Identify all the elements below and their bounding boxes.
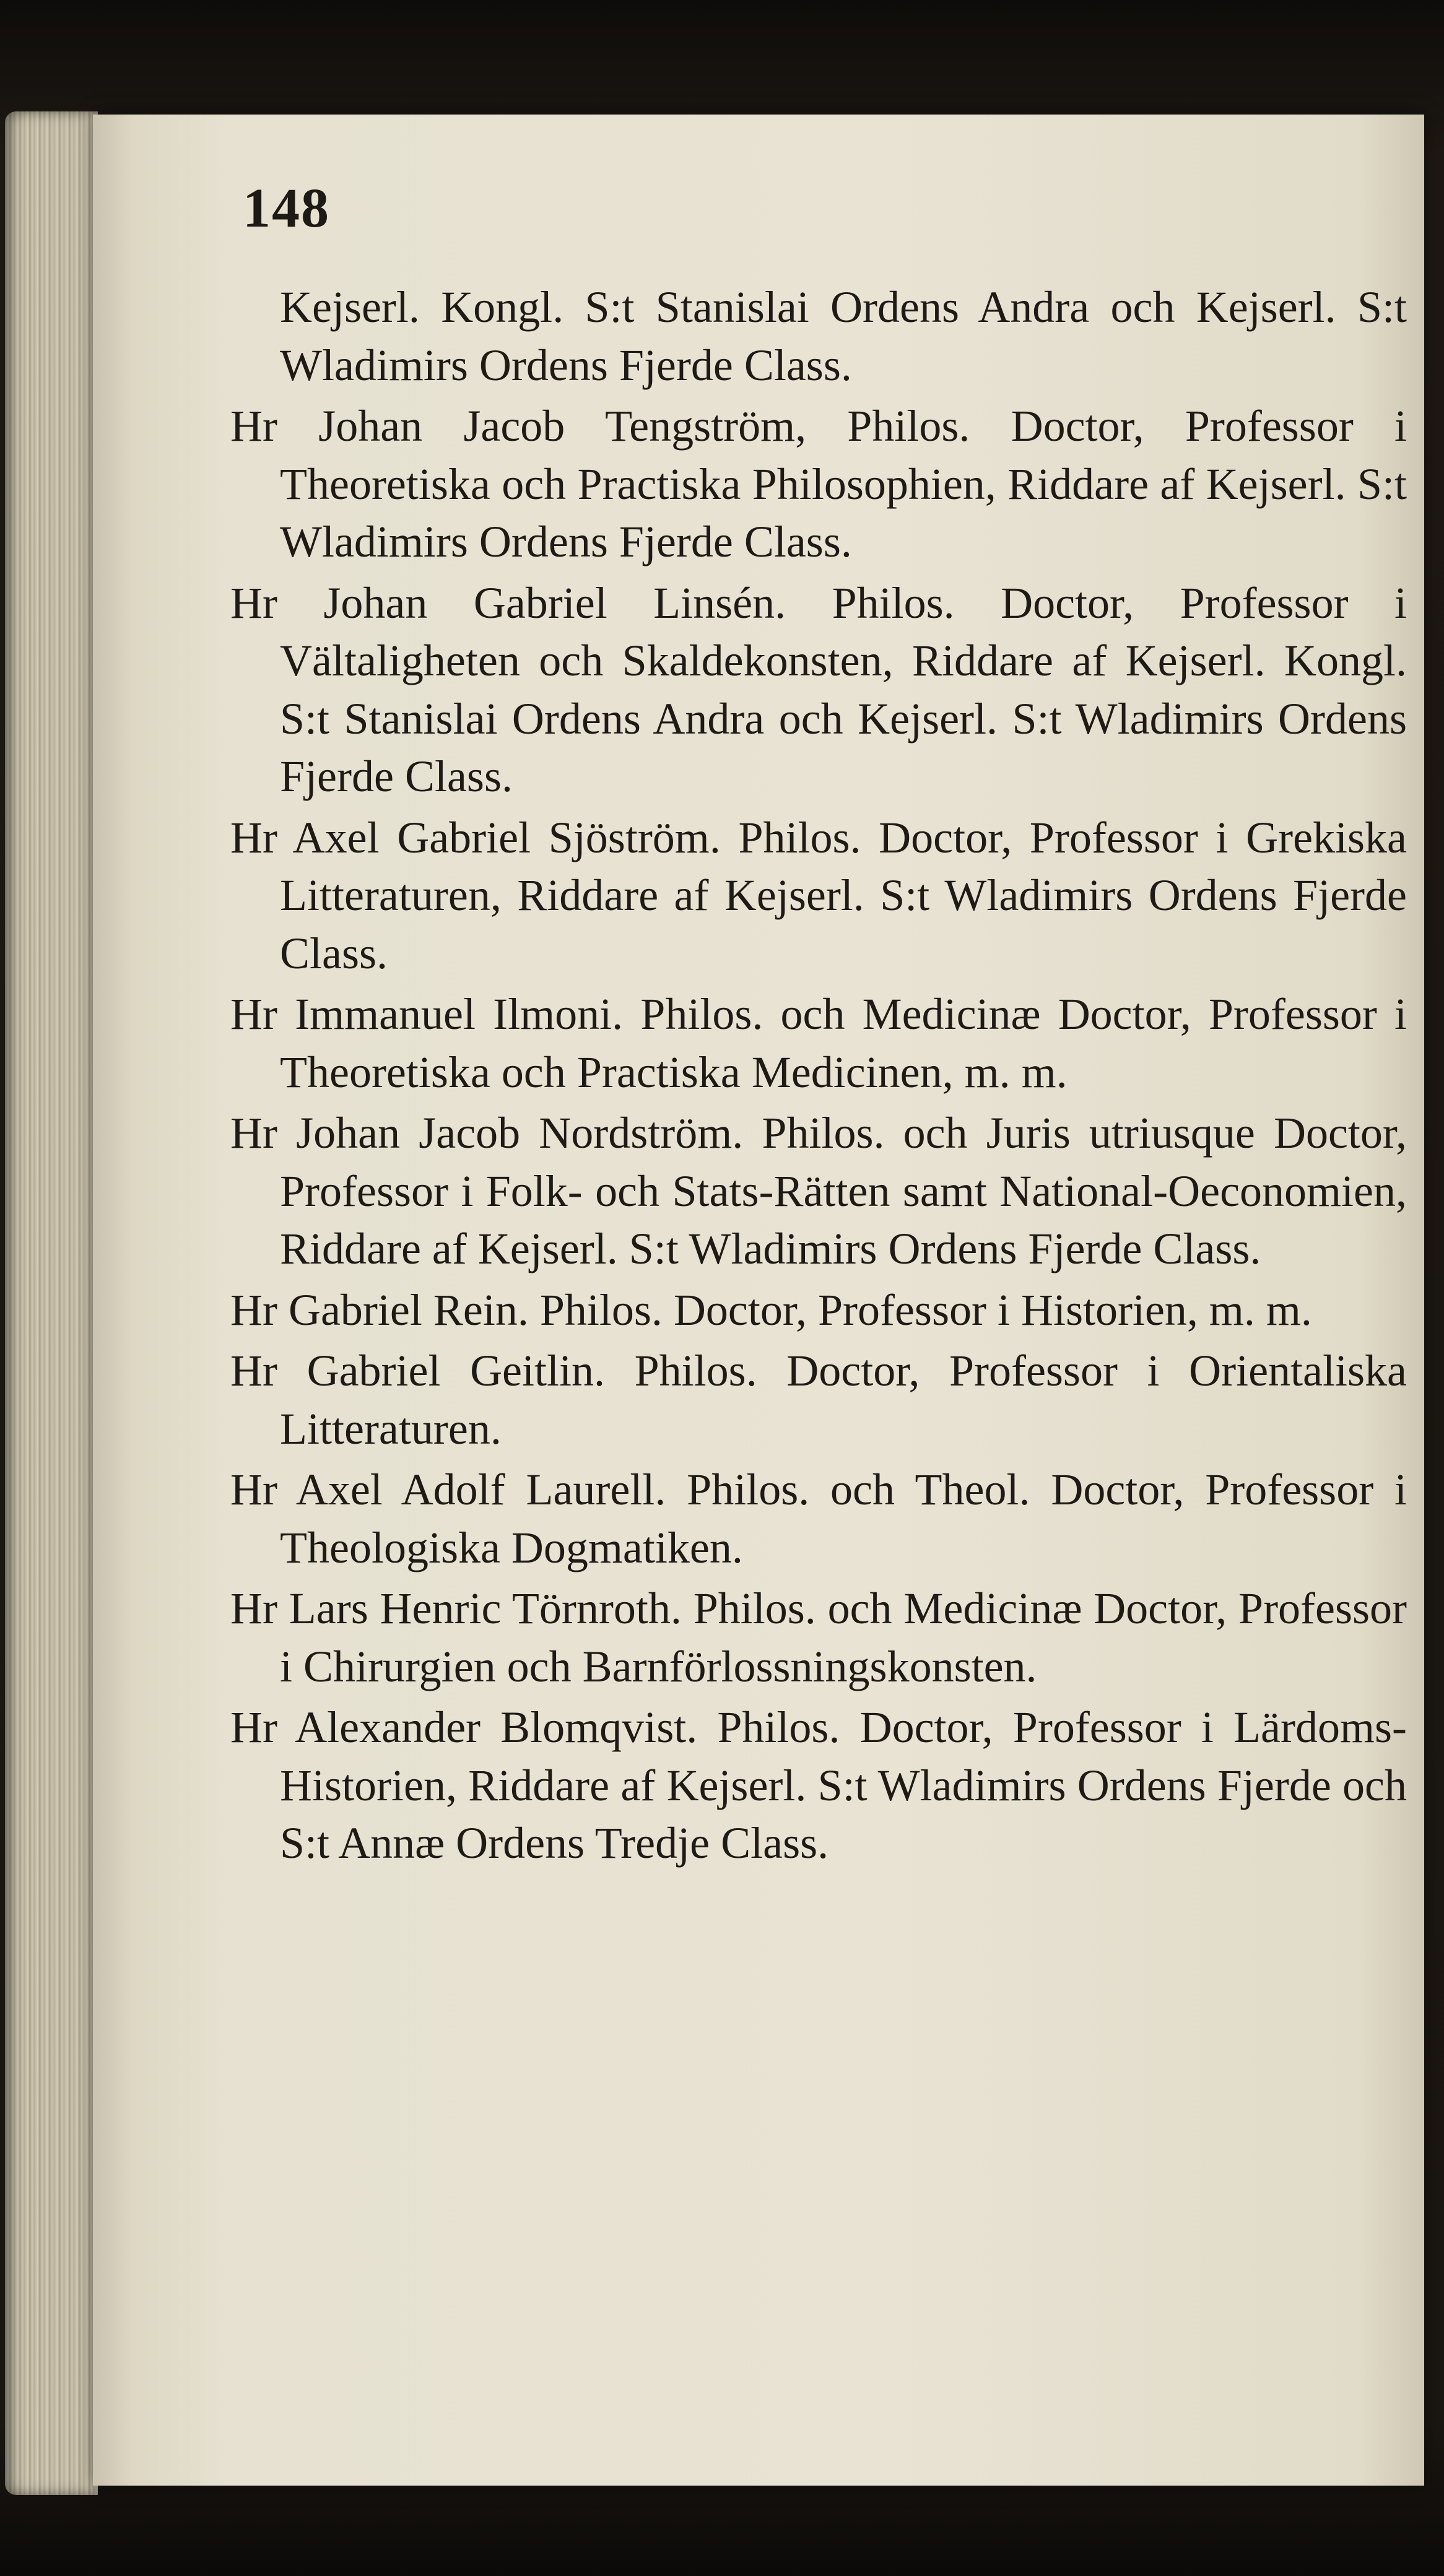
page-number: 148 [243, 178, 330, 239]
list-entry: Hr Johan Jacob Tengström, Philos. Doctor, Professor i Theoretiska och Practiska Philosophien, Riddare af Kejserl. S:t Wladimirs Ordens Fjerde Class. [230, 401, 1407, 566]
book-page [93, 115, 1424, 2486]
list-entry: Hr Gabriel Geitlin. Philos. Doctor, Professor i Orientaliska Litteraturen. [230, 1346, 1407, 1454]
list-entry: Hr Johan Jacob Nordström. Philos. och Juris utriusque Doctor, Professor i Folk- och Stats-Rätten samt National-Oeconomien, Riddare af Kejserl. S:t Wladimirs Ordens Fjerde Class. [230, 1108, 1407, 1273]
list-entry: Hr Gabriel Rein. Philos. Doctor, Professor i Historien, m. m. [230, 1285, 1312, 1335]
professor-list [230, 279, 1407, 1876]
list-entry: Kejserl. Kongl. S:t Stanislai Ordens Andra och Kejserl. S:t Wladimirs Ordens Fjerde Class. [280, 282, 1407, 390]
list-entry: Hr Immanuel Ilmoni. Philos. och Medicinæ Doctor, Professor i Theoretiska och Practiska Medicinen, m. m. [230, 989, 1407, 1097]
list-entry: Hr Axel Adolf Laurell. Philos. och Theol. Doctor, Professor i Theologiska Dogmatiken. [230, 1465, 1407, 1572]
list-entry: Hr Alexander Blomqvist. Philos. Doctor, Professor i Lärdoms-Historien, Riddare af Kejserl. S:t Wladimirs Ordens Fjerde och S:t Annæ Ordens Tredje Class. [230, 1702, 1407, 1868]
list-entry: Hr Axel Gabriel Sjöström. Philos. Doctor, Professor i Grekiska Litteraturen, Riddare af Kejserl. S:t Wladimirs Ordens Fjerde Class. [230, 812, 1407, 978]
list-entry: Hr Lars Henric Törnroth. Philos. och Medicinæ Doctor, Professor i Chirurgien och Barnförlossningskonsten. [230, 1584, 1407, 1691]
list-entry: Hr Johan Gabriel Linsén. Philos. Doctor, Professor i Vältaligheten och Skaldekonsten, Riddare af Kejserl. Kongl. S:t Stanislai Ordens Andra och Kejserl. S:t Wladimirs Ordens Fjerde Class. [230, 578, 1407, 801]
page-edges [5, 111, 98, 2495]
